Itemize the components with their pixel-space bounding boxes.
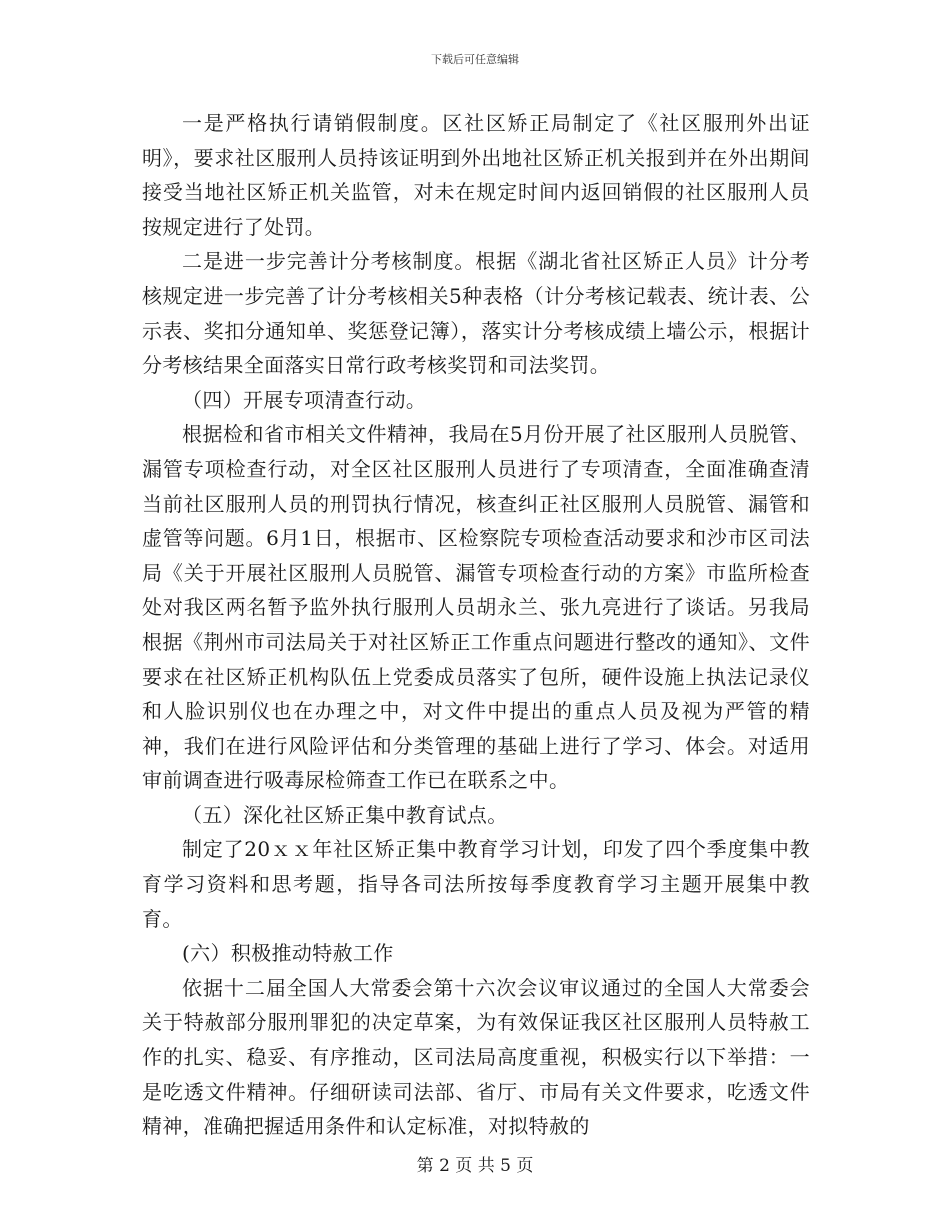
paragraph-leave-system: 一是严格执行请销假制度。区社区矫正局制定了《社区服刑外出证明》，要求社区服刑人员持该证明到外出地社区矫正机关报到并在外出期间接受当地社区矫正机关监管，对未在规定时间内返回销假的社区服刑人员按规定进行了处罚。 (142, 111, 810, 239)
paragraph-centralized-education: 制定了20ｘｘ年社区矫正集中教育学习计划，印发了四个季度集中教育学习资料和思考题，指导各司法所按每季度教育学习主题开展集中教育。 (142, 837, 810, 931)
section-heading-centralized-education: （五）深化社区矫正集中教育试点。 (182, 802, 508, 827)
paragraph-special-inspection: 根据检和省市相关文件精神，我局在5月份开展了社区服刑人员脱管、漏管专项检查行动，对全区社区服刑人员进行了专项清查，全面准确查清当前社区服刑人员的刑罚执行情况，核查纠正社区服刑人员脱管、漏管和虚管等问题。6月1日，根据市、区检察院专项检查活动要求和沙市区司法局《关于开展社区服刑人员脱管、漏管专项检查行动的方案》市监所检查处对我区两名暂予监外执行服刑人员胡永兰、张九亮进行了谈话。另我局根据《荆州市司法局关于对社区矫正工作重点问题进行整改的通知》、文件要求在社区矫正机构队伍上党委成员落实了包所，硬件设施上执法记录仪和人脸识别仪也在办理之中，对文件中提出的重点人员及视为严管的精神，我们在进行风险评估和分类管理的基础上进行了学习、体会。对适用审前调查进行吸毒尿检筛查工作已在联系之中。 (142, 422, 810, 793)
section-heading-special-inspection: （四）开展专项清查行动。 (182, 387, 427, 412)
document-body (142, 106, 810, 1144)
page-header: 下载后可任意编辑 (431, 53, 519, 66)
page-footer-page-number: 第 2 页 共 5 页 (416, 1156, 534, 1176)
paragraph-amnesty: 依据十二届全国人大常委会第十六次会议审议通过的全国人大常委会关于特赦部分服刑罪犯的决定草案，为有效保证我区社区服刑人员特赦工作的扎实、稳妥、有序推动，区司法局高度重视，积极实行以下举措：一是吃透文件精神。仔细研读司法部、省厅、市局有关文件要求，吃透文件精神，准确把握适用条件和认定标准，对拟特赦的 (142, 975, 810, 1139)
paragraph-scoring-system: 二是进一步完善计分考核制度。根据《湖北省社区矫正人员》计分考核规定进一步完善了计分考核相关5种表格（计分考核记载表、统计表、公示表、奖扣分通知单、奖惩登记簿），落实计分考核成绩上墙公示，根据计分考核结果全面落实日常行政考核奖罚和司法奖罚。 (142, 249, 810, 378)
section-heading-amnesty: (六）积极推动特赦工作 (182, 941, 394, 966)
